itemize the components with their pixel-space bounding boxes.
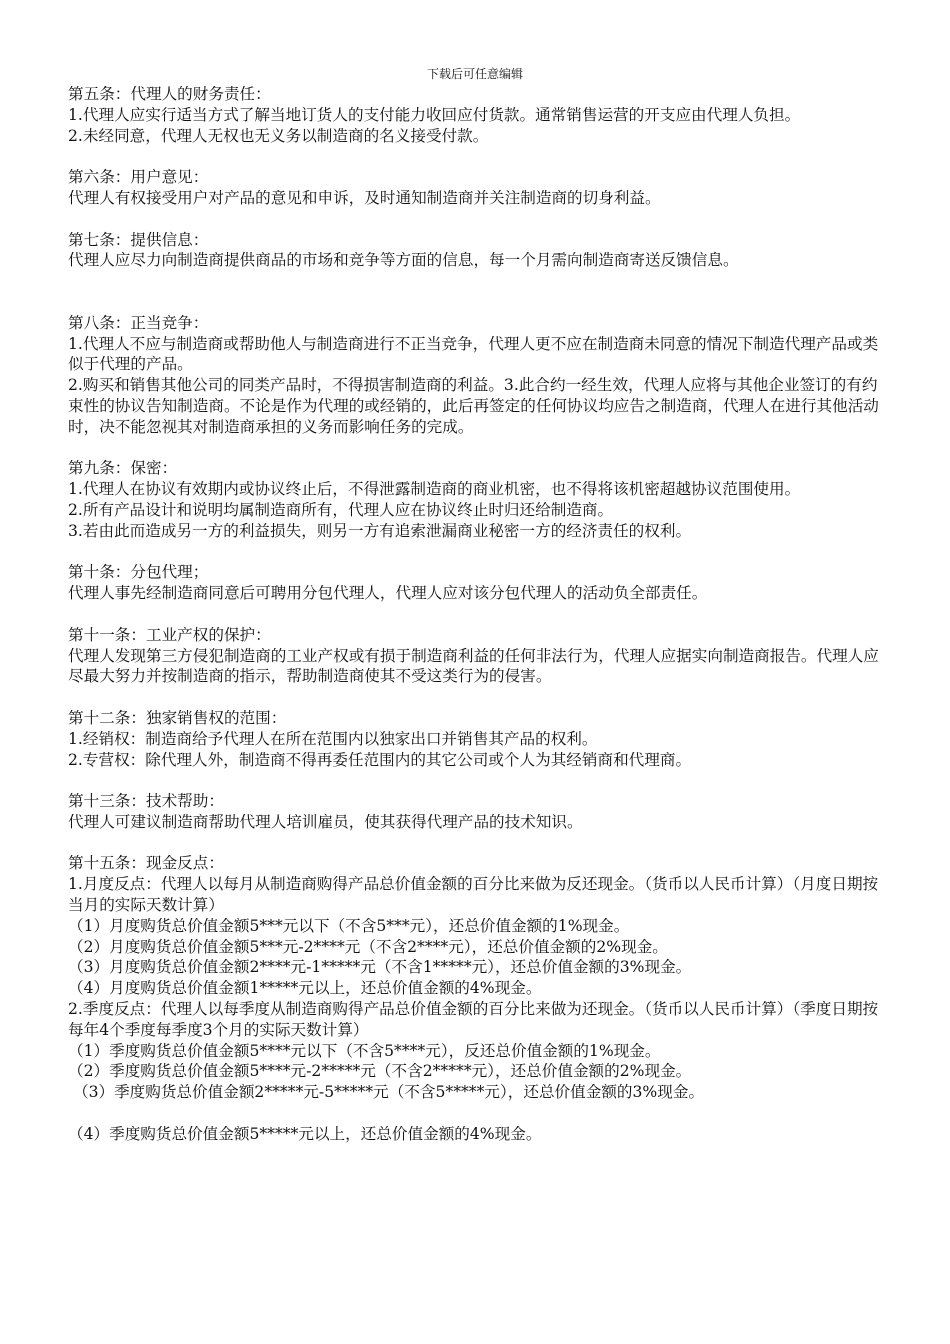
list-item: （3）季度购货总价值金额2*****元-5*****元（不含5*****元），还总价值金额的3%现金。 — [68, 1083, 705, 1102]
article-7 — [68, 230, 886, 272]
paragraph: 1.月度反点：代理人以每月从制造商购得产品总价值金额的百分比来做为反还现金。（货币以人民币计算）（月度日期按当月的实际天数计算） — [68, 875, 879, 915]
article-15 — [68, 853, 886, 1144]
paragraph: 1.经销权：制造商给予代理人在所在范围内以独家出口并销售其产品的权利。 — [68, 729, 598, 748]
list-item: （3）月度购货总价值金额2****元-1*****元（不含1*****元），还总价值金额的3%现金。 — [68, 958, 692, 977]
article-title: 第十一条：工业产权的保护： — [68, 625, 271, 644]
article-13 — [68, 791, 886, 833]
article-6 — [68, 167, 886, 209]
paragraph: 2.购买和销售其他公司的同类产品时，不得损害制造商的利益。3.此合约一经生效，代理人应将与其他企业签订的有约束性的协议告知制造商。不论是作为代理的或经销的，此后再签定的任何协议均应告之制造商，代理人在进行其他活动时，决不能忽视其对制造商承担的义务而影响任务的完成。 — [68, 376, 879, 436]
document-body — [68, 84, 886, 1145]
article-title: 第五条：代理人的财务责任： — [68, 85, 271, 103]
paragraph: 代理人发现第三方侵犯制造商的工业产权或有损于制造商利益的任何非法行为，代理人应据实向制造商报告。代理人应尽最大努力并按制造商的指示，帮助制造商使其不受这类行为的侵害。 — [68, 646, 879, 686]
article-title: 第十三条：技术帮助： — [68, 792, 224, 811]
article-title: 第六条：用户意见： — [68, 168, 209, 187]
paragraph: 2.专营权：除代理人外，制造商不得再委任范围内的其它公司或个人为其经销商和代理商。 — [68, 750, 692, 769]
list-item: （1）月度购货总价值金额5***元以下（不含5***元），还总价值金额的1%现金。 — [68, 916, 630, 935]
article-8 — [68, 313, 886, 438]
paragraph: 2.所有产品设计和说明均属制造商所有，代理人应在协议终止时归还给制造商。 — [68, 500, 614, 519]
article-title: 第八条：正当竞争： — [68, 313, 209, 332]
article-title: 第十五条：现金反点： — [68, 854, 224, 873]
paragraph: 3.若由此而造成另一方的利益损失，则另一方有追索泄漏商业秘密一方的经济责任的权利。 — [68, 521, 692, 540]
list-item: （2）月度购货总价值金额5***元-2****元（不含2****元），还总价值金额的2%现金。 — [68, 937, 668, 956]
paragraph: 1.代理人不应与制造商或帮助他人与制造商进行不正当竞争，代理人更不应在制造商未同意的情况下制造代理产品或类似于代理的产品。 — [68, 334, 879, 374]
article-title: 第十条：分包代理； — [68, 563, 209, 582]
list-item: （1）季度购货总价值金额5****元以下（不含5****元），反还总价值金额的1%现金。 — [68, 1041, 661, 1060]
article-title: 第七条：提供信息： — [68, 230, 209, 249]
list-item: （4）月度购货总价值金额1*****元以上，还总价值金额的4%现金。 — [68, 979, 542, 998]
article-title: 第十二条：独家销售权的范围： — [68, 708, 287, 727]
paragraph: 代理人可建议制造商帮助代理人培训雇员，使其获得代理产品的技术知识。 — [68, 812, 583, 831]
list-item: （4）季度购货总价值金额5*****元以上，还总价值金额的4%现金。 — [68, 1124, 542, 1143]
article-5 — [68, 84, 886, 146]
paragraph: 代理人有权接受用户对产品的意见和申诉，及时通知制造商并关注制造商的切身利益。 — [68, 188, 661, 207]
blank-line — [68, 1103, 886, 1124]
list-item: （2）季度购货总价值金额5****元-2*****元（不含2*****元），还总价值金额的2%现金。 — [68, 1062, 692, 1081]
article-12 — [68, 708, 886, 770]
paragraph: 1.代理人应实行适当方式了解当地订货人的支付能力收回应付货款。通常销售运营的开支应由代理人负担。 — [68, 105, 801, 124]
article-title: 第九条：保密： — [68, 459, 178, 478]
paragraph: 2.未经同意，代理人无权也无义务以制造商的名义接受付款。 — [68, 126, 489, 145]
article-9 — [68, 458, 886, 541]
paragraph: 1.代理人在协议有效期内或协议终止后，不得泄露制造商的商业机密，也不得将该机密超越协议范围使用。 — [68, 480, 801, 499]
paragraph: 代理人事先经制造商同意后可聘用分包代理人，代理人应对该分包代理人的活动负全部责任。 — [68, 584, 708, 603]
article-10 — [68, 562, 886, 604]
paragraph: 2.季度反点：代理人以每季度从制造商购得产品总价值金额的百分比来做为还现金。（货币以人民币计算）（季度日期按每年4个季度每季度3个月的实际天数计算） — [68, 1000, 879, 1039]
article-11 — [68, 625, 886, 687]
page-header: 下载后可任意编辑 — [426, 67, 523, 81]
paragraph: 代理人应尽力向制造商提供商品的市场和竞争等方面的信息，每一个月需向制造商寄送反馈信息。 — [68, 251, 739, 270]
